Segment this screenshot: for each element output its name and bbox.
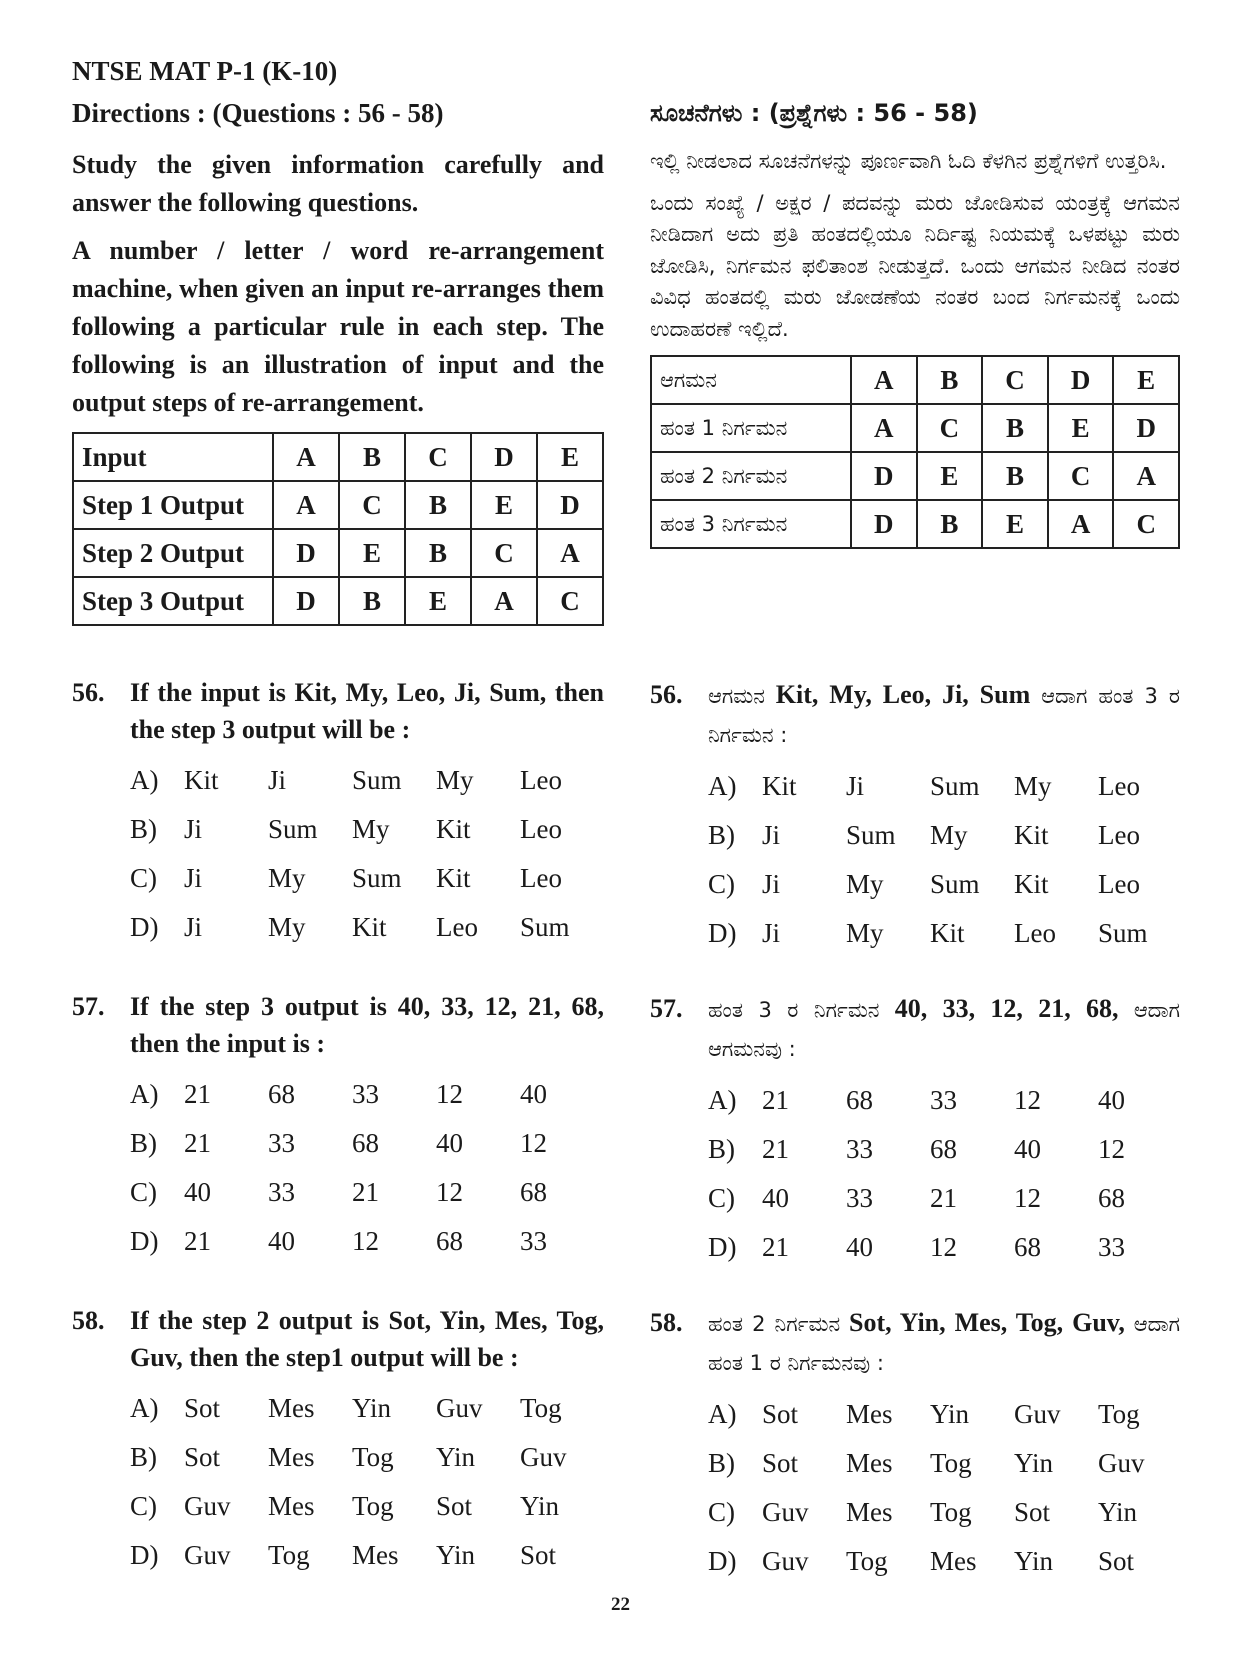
question-text: If the step 3 output is 40, 33, 12, 21, 68, then the input is : xyxy=(130,992,604,1058)
option-value: Sum xyxy=(930,869,980,899)
option-label: D) xyxy=(708,1546,737,1576)
option-value: Guv xyxy=(520,1442,567,1472)
option-value: Leo xyxy=(520,814,562,844)
table-cell: C xyxy=(405,433,471,481)
option-c[interactable] xyxy=(650,860,1180,909)
question-56-kannada xyxy=(650,676,1180,958)
question-stem xyxy=(72,1302,604,1376)
option-a[interactable] xyxy=(650,762,1180,811)
option-value: 68 xyxy=(352,1128,379,1158)
option-value: Kit xyxy=(184,765,219,795)
option-value: 40 xyxy=(1098,1085,1125,1115)
option-value: Sot xyxy=(762,1448,799,1478)
option-b[interactable] xyxy=(72,1433,604,1482)
option-label: B) xyxy=(130,1442,157,1472)
table-cell: B xyxy=(917,356,983,404)
option-value: Kit xyxy=(352,912,387,942)
option-value: 33 xyxy=(268,1177,295,1207)
option-value: Tog xyxy=(352,1442,394,1472)
table-row xyxy=(651,356,1179,404)
option-value: Yin xyxy=(436,1540,476,1570)
row-label: Step 2 Output xyxy=(73,529,273,577)
option-value: 21 xyxy=(762,1232,789,1262)
option-value: 40 xyxy=(846,1232,873,1262)
option-value: Guv xyxy=(1014,1399,1061,1429)
table-cell: C xyxy=(917,404,983,452)
option-value: Ji xyxy=(184,863,203,893)
table-cell: C xyxy=(982,356,1048,404)
option-value: Sot xyxy=(436,1491,473,1521)
option-c[interactable] xyxy=(72,1168,604,1217)
table-cell: A xyxy=(471,577,537,625)
option-value: Guv xyxy=(436,1393,483,1423)
option-value: 40 xyxy=(184,1177,211,1207)
option-value: 12 xyxy=(436,1079,463,1109)
question-text-inline: Kit, My, Leo, Ji, Sum xyxy=(764,680,1042,709)
table-cell: B xyxy=(405,529,471,577)
option-value: 68 xyxy=(930,1134,957,1164)
table-cell: A xyxy=(1048,500,1114,548)
option-value: 68 xyxy=(436,1226,463,1256)
option-label: A) xyxy=(708,771,737,801)
option-a[interactable] xyxy=(650,1076,1180,1125)
table-cell: E xyxy=(537,433,603,481)
option-value: My xyxy=(268,912,306,942)
table-row xyxy=(73,481,603,529)
table-cell: B xyxy=(405,481,471,529)
option-b[interactable] xyxy=(72,1119,604,1168)
table-cell: B xyxy=(339,433,405,481)
row-label: ಹಂತ 1 ನಿರ್ಗಮನ xyxy=(651,404,851,452)
table-cell: C xyxy=(1113,500,1179,548)
option-value: Leo xyxy=(1098,771,1140,801)
option-value: Yin xyxy=(520,1491,560,1521)
option-value: Mes xyxy=(268,1442,315,1472)
table-cell: E xyxy=(1113,356,1179,404)
option-value: 33 xyxy=(846,1134,873,1164)
option-value: Kit xyxy=(436,863,471,893)
question-text-kannada: ಆದಾಗ ಆಗಮನವು : xyxy=(708,998,1181,1061)
option-value: Leo xyxy=(520,765,562,795)
option-label: B) xyxy=(130,1128,157,1158)
option-d[interactable] xyxy=(650,1537,1180,1586)
question-57-kannada xyxy=(650,990,1180,1272)
option-value: 12 xyxy=(930,1232,957,1262)
option-value: Yin xyxy=(436,1442,476,1472)
option-value: 33 xyxy=(352,1079,379,1109)
english-column xyxy=(72,96,604,626)
option-label: B) xyxy=(708,820,735,850)
question-stem xyxy=(72,988,604,1062)
option-label: C) xyxy=(130,863,157,893)
question-text-kannada: ಆಗಮನ xyxy=(708,684,765,708)
option-value: Ji xyxy=(846,771,865,801)
option-value: 21 xyxy=(762,1085,789,1115)
option-value: 68 xyxy=(520,1177,547,1207)
option-a[interactable] xyxy=(72,1070,604,1119)
option-value: Tog xyxy=(930,1448,972,1478)
option-list xyxy=(650,762,1180,958)
directions-heading: Directions : (Questions : 56 - 58) xyxy=(72,98,444,128)
option-value: Tog xyxy=(520,1393,562,1423)
option-a[interactable] xyxy=(72,756,604,805)
question-number: 56. xyxy=(650,680,683,709)
option-value: 21 xyxy=(352,1177,379,1207)
option-value: Sum xyxy=(520,912,570,942)
question-number: 56. xyxy=(72,678,105,707)
table-row xyxy=(651,404,1179,452)
option-value: My xyxy=(846,869,884,899)
table-cell: E xyxy=(471,481,537,529)
option-value: 33 xyxy=(1098,1232,1125,1262)
option-value: My xyxy=(846,918,884,948)
table-cell: D xyxy=(471,433,537,481)
option-value: 12 xyxy=(520,1128,547,1158)
kannada-column xyxy=(650,96,1180,549)
option-label: A) xyxy=(708,1399,737,1429)
option-b[interactable] xyxy=(650,1125,1180,1174)
option-value: Guv xyxy=(1098,1448,1145,1478)
question-text-kannada: ಹಂತ 2 ನಿರ್ಗಮನ xyxy=(708,1312,841,1336)
option-value: My xyxy=(436,765,474,795)
option-label: A) xyxy=(130,1079,159,1109)
option-value: 33 xyxy=(520,1226,547,1256)
option-value: Guv xyxy=(184,1540,231,1570)
option-label: B) xyxy=(130,814,157,844)
table-cell: E xyxy=(917,452,983,500)
table-cell: E xyxy=(339,529,405,577)
option-value: Sot xyxy=(1098,1546,1135,1576)
option-label: A) xyxy=(708,1085,737,1115)
option-value: Ji xyxy=(184,912,203,942)
option-value: 21 xyxy=(184,1079,211,1109)
option-value: 21 xyxy=(762,1134,789,1164)
option-value: Mes xyxy=(846,1448,893,1478)
option-value: Sum xyxy=(846,820,896,850)
table-cell: D xyxy=(273,529,339,577)
option-label: C) xyxy=(708,869,735,899)
option-value: Kit xyxy=(930,918,965,948)
option-value: Sum xyxy=(352,863,402,893)
option-value: Tog xyxy=(1098,1399,1140,1429)
option-value: Tog xyxy=(268,1540,310,1570)
option-value: 12 xyxy=(436,1177,463,1207)
option-value: Yin xyxy=(1098,1497,1138,1527)
option-value: Ji xyxy=(762,918,781,948)
table-row xyxy=(73,433,603,481)
option-value: Mes xyxy=(846,1497,893,1527)
question-number: 58. xyxy=(72,1306,105,1335)
option-value: My xyxy=(1014,771,1052,801)
row-label: Input xyxy=(73,433,273,481)
option-label: C) xyxy=(130,1177,157,1207)
option-label: C) xyxy=(130,1491,157,1521)
option-value: 21 xyxy=(184,1226,211,1256)
option-value: Ji xyxy=(762,869,781,899)
option-c[interactable] xyxy=(72,1482,604,1531)
option-value: Sum xyxy=(268,814,318,844)
option-list xyxy=(650,1390,1180,1586)
option-d[interactable] xyxy=(72,903,604,952)
option-b[interactable] xyxy=(650,1439,1180,1488)
option-value: 33 xyxy=(846,1183,873,1213)
option-d[interactable] xyxy=(650,909,1180,958)
option-d[interactable] xyxy=(72,1531,604,1580)
option-value: 12 xyxy=(1014,1183,1041,1213)
option-value: Leo xyxy=(1098,869,1140,899)
question-stem xyxy=(650,990,1180,1068)
option-b[interactable] xyxy=(72,805,604,854)
option-value: Guv xyxy=(184,1491,231,1521)
option-label: D) xyxy=(708,918,737,948)
table-cell: A xyxy=(851,404,917,452)
option-value: 68 xyxy=(846,1085,873,1115)
option-value: Sot xyxy=(520,1540,557,1570)
table-cell: A xyxy=(851,356,917,404)
option-value: Sum xyxy=(930,771,980,801)
question-stem xyxy=(72,674,604,748)
table-cell: E xyxy=(405,577,471,625)
option-label: D) xyxy=(130,1540,159,1570)
option-value: Yin xyxy=(1014,1546,1054,1576)
option-value: 12 xyxy=(1014,1085,1041,1115)
option-value: Mes xyxy=(930,1546,977,1576)
table-cell: D xyxy=(851,452,917,500)
option-value: My xyxy=(268,863,306,893)
option-value: Sum xyxy=(352,765,402,795)
machine-description-paragraph: A number / letter / word re-arrangement machine, when given an input re-arranges them following a particular rule in each step. The following is an illustration of input and the output steps of re-arrangement. xyxy=(72,236,604,417)
rearrangement-table xyxy=(72,432,604,626)
option-label: D) xyxy=(130,1226,159,1256)
option-value: Sum xyxy=(1098,918,1148,948)
table-cell: B xyxy=(982,452,1048,500)
option-value: 68 xyxy=(1014,1232,1041,1262)
option-value: My xyxy=(352,814,390,844)
table-cell: C xyxy=(339,481,405,529)
table-cell: B xyxy=(917,500,983,548)
option-value: Mes xyxy=(268,1393,315,1423)
option-value: Kit xyxy=(436,814,471,844)
option-value: 40 xyxy=(268,1226,295,1256)
option-value: Sot xyxy=(184,1393,221,1423)
option-value: Leo xyxy=(1098,820,1140,850)
question-text: If the input is Kit, My, Leo, Ji, Sum, then the step 3 output will be : xyxy=(130,678,604,744)
table-cell: A xyxy=(537,529,603,577)
option-c[interactable] xyxy=(72,854,604,903)
option-value: 33 xyxy=(930,1085,957,1115)
machine-description-paragraph-kannada: ಒಂದು ಸಂಖ್ಯೆ / ಅಕ್ಷರ / ಪದವನ್ನು ಮರು ಜೋಡಿಸುವ ಯಂತ್ರಕ್ಕೆ ಆಗಮನ ನೀಡಿದಾಗ ಅದು ಪ್ರತಿ ಹಂತದಲ್ಲಿಯೂ ನಿರ್ದಿಷ್ಟ ನಿಯಮಕ್ಕೆ ಒಳಪಟ್ಟು ಮರು ಜೋಡಿಸಿ, ನಿರ್ಗಮನ ಫಲಿತಾಂಶ ನೀಡುತ್ತದೆ. ಒಂದು ಆಗಮನ ನೀಡಿದ ನಂತರ ವಿವಿಧ ಹಂತದಲ್ಲಿ ಮರು ಜೋಡಣೆಯ ನಂತರ ಬಂದ ನಿರ್ಗಮನಕ್ಕೆ ಒಂದು ಉದಾಹರಣೆ ಇಲ್ಲಿದೆ. xyxy=(650,190,1180,341)
table-cell: C xyxy=(1048,452,1114,500)
question-text: If the step 2 output is Sot, Yin, Mes, Tog, Guv, then the step1 output will be : xyxy=(130,1306,604,1372)
table-cell: D xyxy=(273,577,339,625)
question-text-inline: Sot, Yin, Mes, Tog, Guv, xyxy=(840,1308,1134,1337)
table-row xyxy=(651,452,1179,500)
rearrangement-table-kannada xyxy=(650,355,1180,549)
table-row xyxy=(651,500,1179,548)
option-value: 40 xyxy=(1014,1134,1041,1164)
option-value: 21 xyxy=(184,1128,211,1158)
option-value: Sot xyxy=(184,1442,221,1472)
option-value: Ji xyxy=(268,765,287,795)
question-57 xyxy=(72,988,604,1266)
option-value: My xyxy=(930,820,968,850)
option-label: A) xyxy=(130,765,159,795)
option-label: D) xyxy=(130,912,159,942)
table-cell: A xyxy=(1113,452,1179,500)
option-label: B) xyxy=(708,1448,735,1478)
option-d[interactable] xyxy=(650,1223,1180,1272)
option-b[interactable] xyxy=(650,811,1180,860)
option-value: Ji xyxy=(184,814,203,844)
option-label: C) xyxy=(708,1497,735,1527)
table-cell: C xyxy=(471,529,537,577)
option-value: Leo xyxy=(436,912,478,942)
option-value: 12 xyxy=(352,1226,379,1256)
option-value: Tog xyxy=(930,1497,972,1527)
directions-heading-kannada: ಸೂಚನೆಗಳು : (ಪ್ರಶ್ನೆಗಳು : 56 - 58) xyxy=(650,99,978,127)
row-label: Step 1 Output xyxy=(73,481,273,529)
option-value: Yin xyxy=(930,1399,970,1429)
option-c[interactable] xyxy=(650,1488,1180,1537)
option-label: C) xyxy=(708,1183,735,1213)
option-value: 12 xyxy=(1098,1134,1125,1164)
option-list xyxy=(72,1384,604,1580)
option-value: Yin xyxy=(352,1393,392,1423)
question-number: 57. xyxy=(72,992,105,1021)
table-row xyxy=(73,529,603,577)
question-text-inline: 40, 33, 12, 21, 68, xyxy=(879,994,1134,1023)
page-number: 22 xyxy=(611,1594,630,1615)
table-cell: D xyxy=(1048,356,1114,404)
option-value: 40 xyxy=(436,1128,463,1158)
option-value: Mes xyxy=(352,1540,399,1570)
option-value: Yin xyxy=(1014,1448,1054,1478)
question-58 xyxy=(72,1302,604,1580)
question-stem xyxy=(650,1304,1180,1382)
option-value: Mes xyxy=(846,1399,893,1429)
option-value: Kit xyxy=(1014,869,1049,899)
option-value: Kit xyxy=(762,771,797,801)
question-stem xyxy=(650,676,1180,754)
table-cell: E xyxy=(1048,404,1114,452)
instructions-paragraph: Study the given information carefully and answer the following questions. xyxy=(72,150,604,217)
table-cell: E xyxy=(982,500,1048,548)
row-label: ಹಂತ 3 ನಿರ್ಗಮನ xyxy=(651,500,851,548)
row-label: ಆಗಮನ xyxy=(651,356,851,404)
option-value: Sot xyxy=(1014,1497,1051,1527)
question-number: 57. xyxy=(650,994,683,1023)
question-text-kannada: ಆದಾಗ ಹಂತ 3 ರ ನಿರ್ಗಮನ : xyxy=(708,684,1180,747)
option-value: 40 xyxy=(520,1079,547,1109)
option-value: 68 xyxy=(1098,1183,1125,1213)
option-c[interactable] xyxy=(650,1174,1180,1223)
row-label: Step 3 Output xyxy=(73,577,273,625)
table-cell: B xyxy=(339,577,405,625)
option-value: Sot xyxy=(762,1399,799,1429)
instructions-paragraph-kannada: ಇಲ್ಲಿ ನೀಡಲಾದ ಸೂಚನೆಗಳನ್ನು ಪೂರ್ಣವಾಗಿ ಓದಿ ಕೆಳಗಿನ ಪ್ರಶ್ನೆಗಳಿಗೆ ಉತ್ತರಿಸಿ. xyxy=(650,149,1167,173)
option-label: B) xyxy=(708,1134,735,1164)
option-label: D) xyxy=(708,1232,737,1262)
option-value: Tog xyxy=(352,1491,394,1521)
table-cell: D xyxy=(1113,404,1179,452)
option-list xyxy=(72,1070,604,1266)
row-label: ಹಂತ 2 ನಿರ್ಗಮನ xyxy=(651,452,851,500)
table-cell: D xyxy=(537,481,603,529)
table-cell: C xyxy=(537,577,603,625)
question-number: 58. xyxy=(650,1308,683,1337)
option-value: 68 xyxy=(268,1079,295,1109)
option-value: Guv xyxy=(762,1546,809,1576)
option-value: Mes xyxy=(268,1491,315,1521)
option-value: Leo xyxy=(1014,918,1056,948)
option-value: Ji xyxy=(762,820,781,850)
option-value: Leo xyxy=(520,863,562,893)
question-58-kannada xyxy=(650,1304,1180,1586)
option-a[interactable] xyxy=(650,1390,1180,1439)
option-d[interactable] xyxy=(72,1217,604,1266)
option-value: 33 xyxy=(268,1128,295,1158)
table-cell: A xyxy=(273,481,339,529)
option-list xyxy=(72,756,604,952)
question-text-kannada: ಹಂತ 3 ರ ನಿರ್ಗಮನ xyxy=(708,998,880,1022)
question-text-kannada: ಆದಾಗ ಹಂತ 1 ರ ನಿರ್ಗಮನವು : xyxy=(708,1312,1180,1375)
table-cell: D xyxy=(851,500,917,548)
page-header: NTSE MAT P-1 (K-10) xyxy=(72,56,338,86)
option-value: 21 xyxy=(930,1183,957,1213)
table-row xyxy=(73,577,603,625)
question-56 xyxy=(72,674,604,952)
option-value: 40 xyxy=(762,1183,789,1213)
option-list xyxy=(650,1076,1180,1272)
option-a[interactable] xyxy=(72,1384,604,1433)
table-cell: A xyxy=(273,433,339,481)
option-value: Kit xyxy=(1014,820,1049,850)
option-value: Guv xyxy=(762,1497,809,1527)
table-cell: B xyxy=(982,404,1048,452)
option-value: Tog xyxy=(846,1546,888,1576)
option-label: A) xyxy=(130,1393,159,1423)
